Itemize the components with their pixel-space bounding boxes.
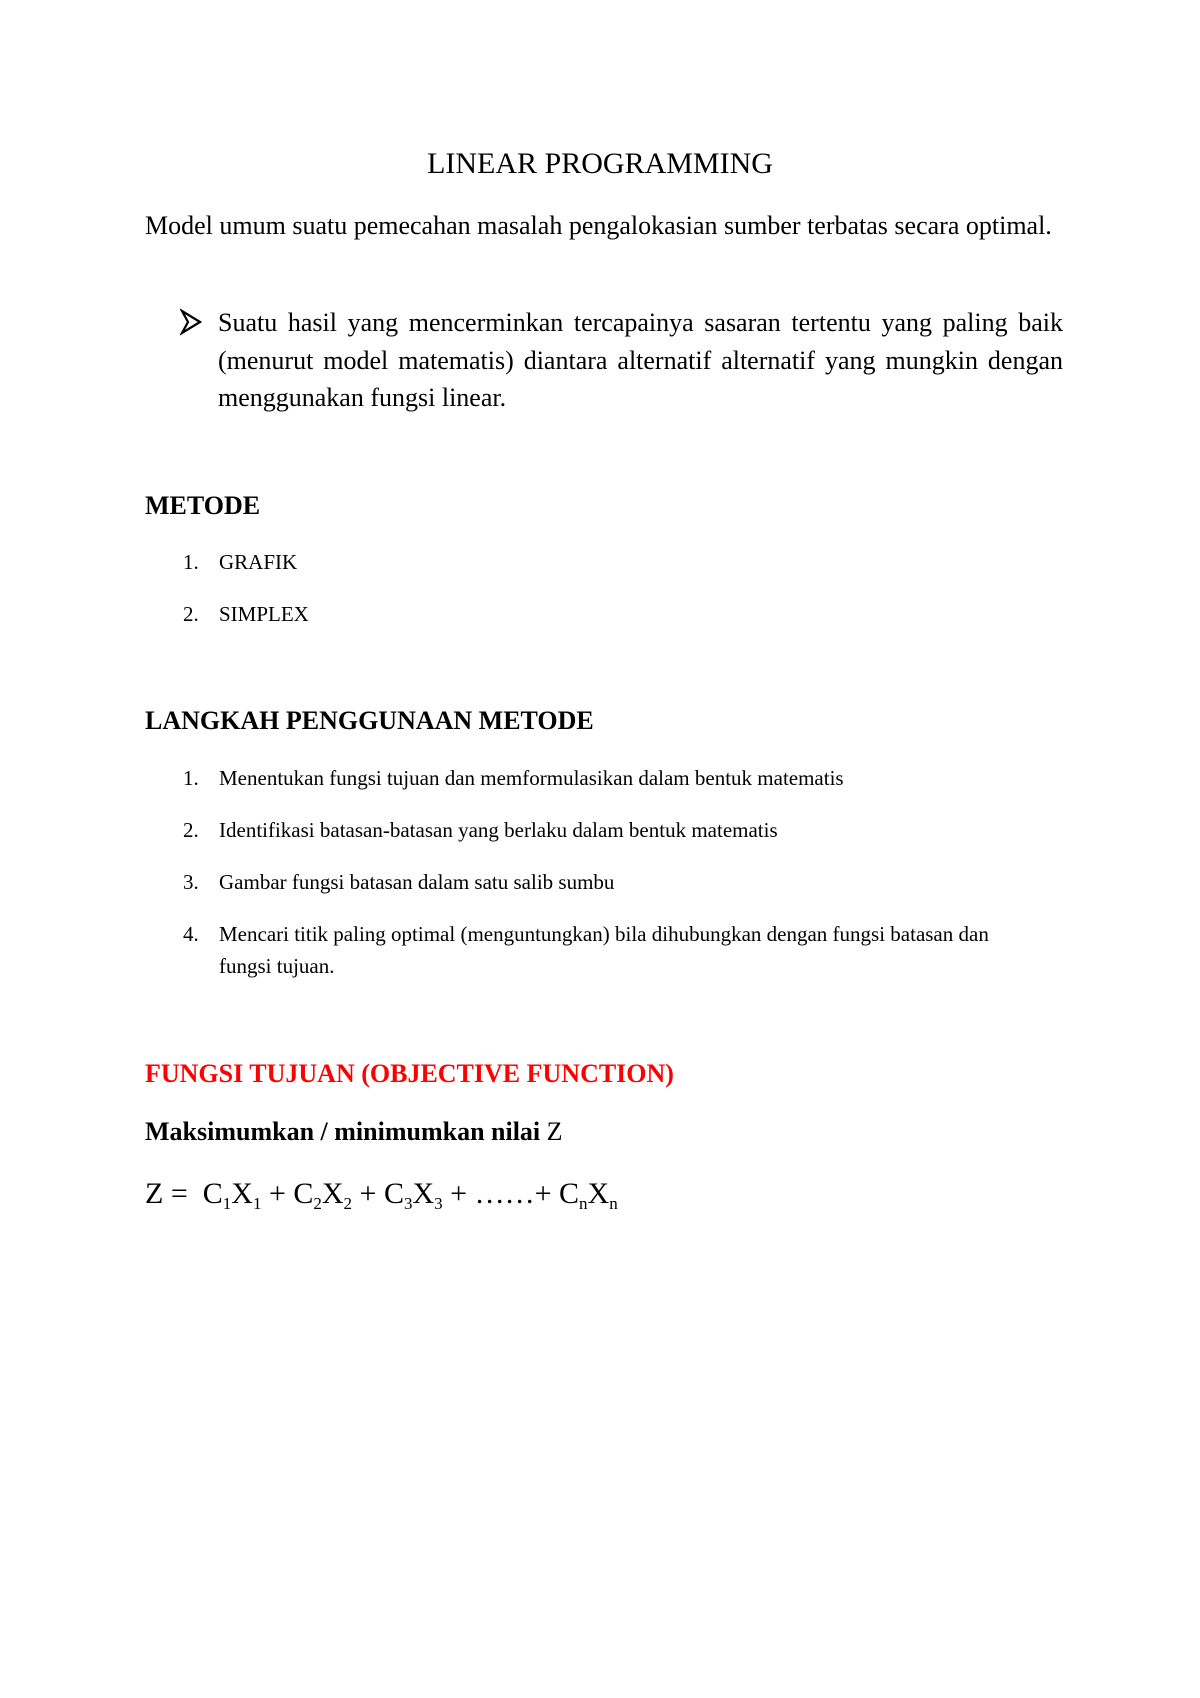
intro-paragraph: Model umum suatu pemecahan masalah pengalokasian sumber terbatas secara optimal. — [145, 211, 1052, 240]
formula-lhs: Z = — [145, 1177, 188, 1210]
maks-label: Maksimumkan / minimumkan nilai — [145, 1117, 541, 1146]
formula-term: $C_1X_1$ — [202, 1177, 262, 1213]
list-item-label: SIMPLEX — [219, 602, 309, 626]
formula-term: $C_nX_n$ — [559, 1177, 618, 1213]
list-item-label: Identifikasi batasan-batasan yang berlaku dalam bentuk matematis — [219, 818, 778, 842]
list-item — [145, 762, 1025, 794]
list-item — [145, 598, 1025, 630]
list-number: 2. — [183, 818, 199, 842]
page-title: LINEAR PROGRAMMING — [427, 147, 773, 180]
metode-heading: METODE — [145, 491, 261, 520]
langkah-heading: LANGKAH PENGGUNAAN METODE — [145, 706, 594, 735]
list-number: 2. — [183, 602, 199, 626]
maks-line — [145, 1115, 563, 1149]
list-item — [145, 866, 1025, 898]
list-number: 1. — [183, 550, 199, 574]
langkah-list — [145, 762, 1025, 1002]
list-item — [145, 918, 1025, 982]
list-item-label: GRAFIK — [219, 550, 298, 574]
formula-term: $C_2X_2$ — [293, 1177, 353, 1213]
list-number: 1. — [183, 766, 199, 790]
objective-formula: $Z = C_1X_1 + C_2X_2 + C_3X_3$ + ……+ $C_nX_n$ — [145, 1177, 618, 1213]
list-item-label: Gambar fungsi batasan dalam satu salib sumbu — [219, 870, 615, 894]
list-item-label: Mencari titik paling optimal (menguntungkan) bila dihubungkan dengan fungsi batasan dan fungsi tujuan. — [219, 922, 989, 978]
arrowhead-bullet-icon — [180, 308, 202, 336]
metode-list — [145, 546, 1025, 650]
bullet-text: Suatu hasil yang mencerminkan tercapainya sasaran tertentu yang paling baik (menurut model matematis) diantara alternatif alternatif yang mungkin dengan menggunakan fungsi linear. — [218, 308, 1063, 412]
list-number: 3. — [183, 870, 199, 894]
list-item — [145, 814, 1025, 846]
list-item — [145, 546, 1025, 578]
fungsi-tujuan-heading: FUNGSI TUJUAN (OBJECTIVE FUNCTION) — [145, 1059, 674, 1088]
list-item-label: Menentukan fungsi tujuan dan memformulasikan dalam bentuk matematis — [219, 766, 844, 790]
formula-term: $C_3X_3$ — [383, 1177, 443, 1213]
list-number: 4. — [183, 922, 199, 946]
maks-variable: Z — [546, 1117, 563, 1146]
